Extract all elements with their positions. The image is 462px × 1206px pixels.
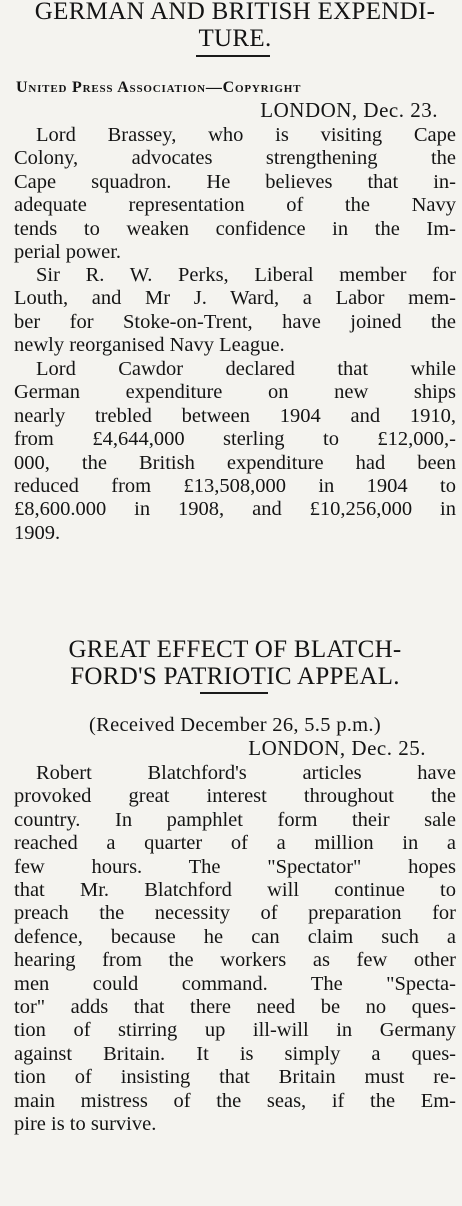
article1-p1-line: Lord Brassey, who is visiting Cape bbox=[36, 124, 456, 146]
article2-headline-line-2: FORD'S PATRIOTIC APPEAL. bbox=[70, 663, 400, 690]
article2-p1-line: tor" adds that there need be no ques- bbox=[14, 996, 456, 1019]
article1-headline-line-2: TURE. bbox=[198, 25, 272, 52]
article2-p1-line: preach the necessity of preparation for bbox=[14, 902, 456, 925]
article2-p1-line: pire is to survive. bbox=[14, 1113, 157, 1136]
article1-p1-line: Colony, advocates strengthening the bbox=[14, 147, 456, 170]
article1-p1-line: tends to weaken confidence in the Im- bbox=[14, 217, 456, 240]
article2-p1-line: tion of insisting that Britain must re- bbox=[14, 1066, 456, 1089]
article2-p1-line: men could command. The "Specta- bbox=[14, 972, 456, 995]
article2-p1-line: reached a quarter of a million in a bbox=[14, 832, 456, 855]
article1-p2-line: newly reorganised Navy League. bbox=[14, 334, 285, 357]
article2-headline bbox=[14, 636, 456, 690]
article2-dateline: LONDON, Dec. 25. bbox=[248, 736, 426, 760]
article1-p1-line: perial power. bbox=[14, 241, 122, 264]
article1-p3-line: Lord Cawdor declared that while bbox=[36, 358, 456, 380]
article1-paragraph-1 bbox=[14, 124, 456, 264]
article1-paragraph-3 bbox=[14, 358, 456, 545]
article2-headline-rule bbox=[200, 692, 268, 694]
article1-p3-line: reduced from £13,508,000 in 1904 to bbox=[14, 475, 456, 498]
article2-p1-line: tion of stirring up ill-will in Germany bbox=[14, 1019, 456, 1042]
article1-p1-line: Cape squadron. He believes that in- bbox=[14, 170, 456, 193]
article2-p1-line: main mistress of the seas, if the Em- bbox=[14, 1089, 456, 1112]
article1-p3-line: German expenditure on new ships bbox=[14, 381, 456, 404]
article1-headline-line-1: GERMAN AND BRITISH EXPENDI- bbox=[34, 0, 436, 25]
article2-p1-line: provoked great interest throughout the bbox=[14, 785, 456, 808]
article2-headline-line-1: GREAT EFFECT OF BLATCH- bbox=[68, 636, 402, 663]
article1-paragraph-2 bbox=[14, 264, 456, 358]
article1-p2-line: Louth, and Mr J. Ward, a Labor mem- bbox=[14, 287, 456, 310]
article1-p2-line: Sir R. W. Perks, Liberal member for bbox=[36, 264, 456, 286]
article1-headline-rule bbox=[196, 55, 270, 57]
article1-headline bbox=[14, 0, 456, 52]
article2-p1-line: Robert Blatchford's articles have bbox=[36, 762, 456, 784]
article2-p1-line: that Mr. Blatchford will continue to bbox=[14, 879, 456, 902]
article1-credit: United Press Association—Copyright bbox=[16, 79, 302, 96]
article1-p3-line: nearly trebled between 1904 and 1910, bbox=[14, 404, 456, 427]
article1-p2-line: ber for Stoke-on-Trent, have joined the bbox=[14, 310, 456, 333]
article1-dateline: LONDON, Dec. 23. bbox=[260, 98, 438, 122]
article2-paragraph-1 bbox=[14, 762, 456, 1137]
article1-p3-line: 000, the British expenditure had been bbox=[14, 451, 456, 474]
article1-p3-line: £8,600.000 in 1908, and £10,256,000 in bbox=[14, 498, 456, 521]
article2-p1-line: defence, because he can claim such a bbox=[14, 925, 456, 948]
article1-p3-line: from £4,644,000 sterling to £12,000,- bbox=[14, 428, 456, 451]
article2-p1-line: hearing from the workers as few other bbox=[14, 949, 456, 972]
article2-p1-line: few hours. The "Spectator" hopes bbox=[14, 855, 456, 878]
article2-received-note: (Received December 26, 5.5 p.m.) bbox=[89, 714, 381, 736]
article2-p1-line: country. In pamphlet form their sale bbox=[14, 808, 456, 831]
article1-p1-line: adequate representation of the Navy bbox=[14, 194, 456, 217]
article1-p3-line: 1909. bbox=[14, 521, 61, 544]
article2-p1-line: against Britain. It is simply a ques- bbox=[14, 1042, 456, 1065]
